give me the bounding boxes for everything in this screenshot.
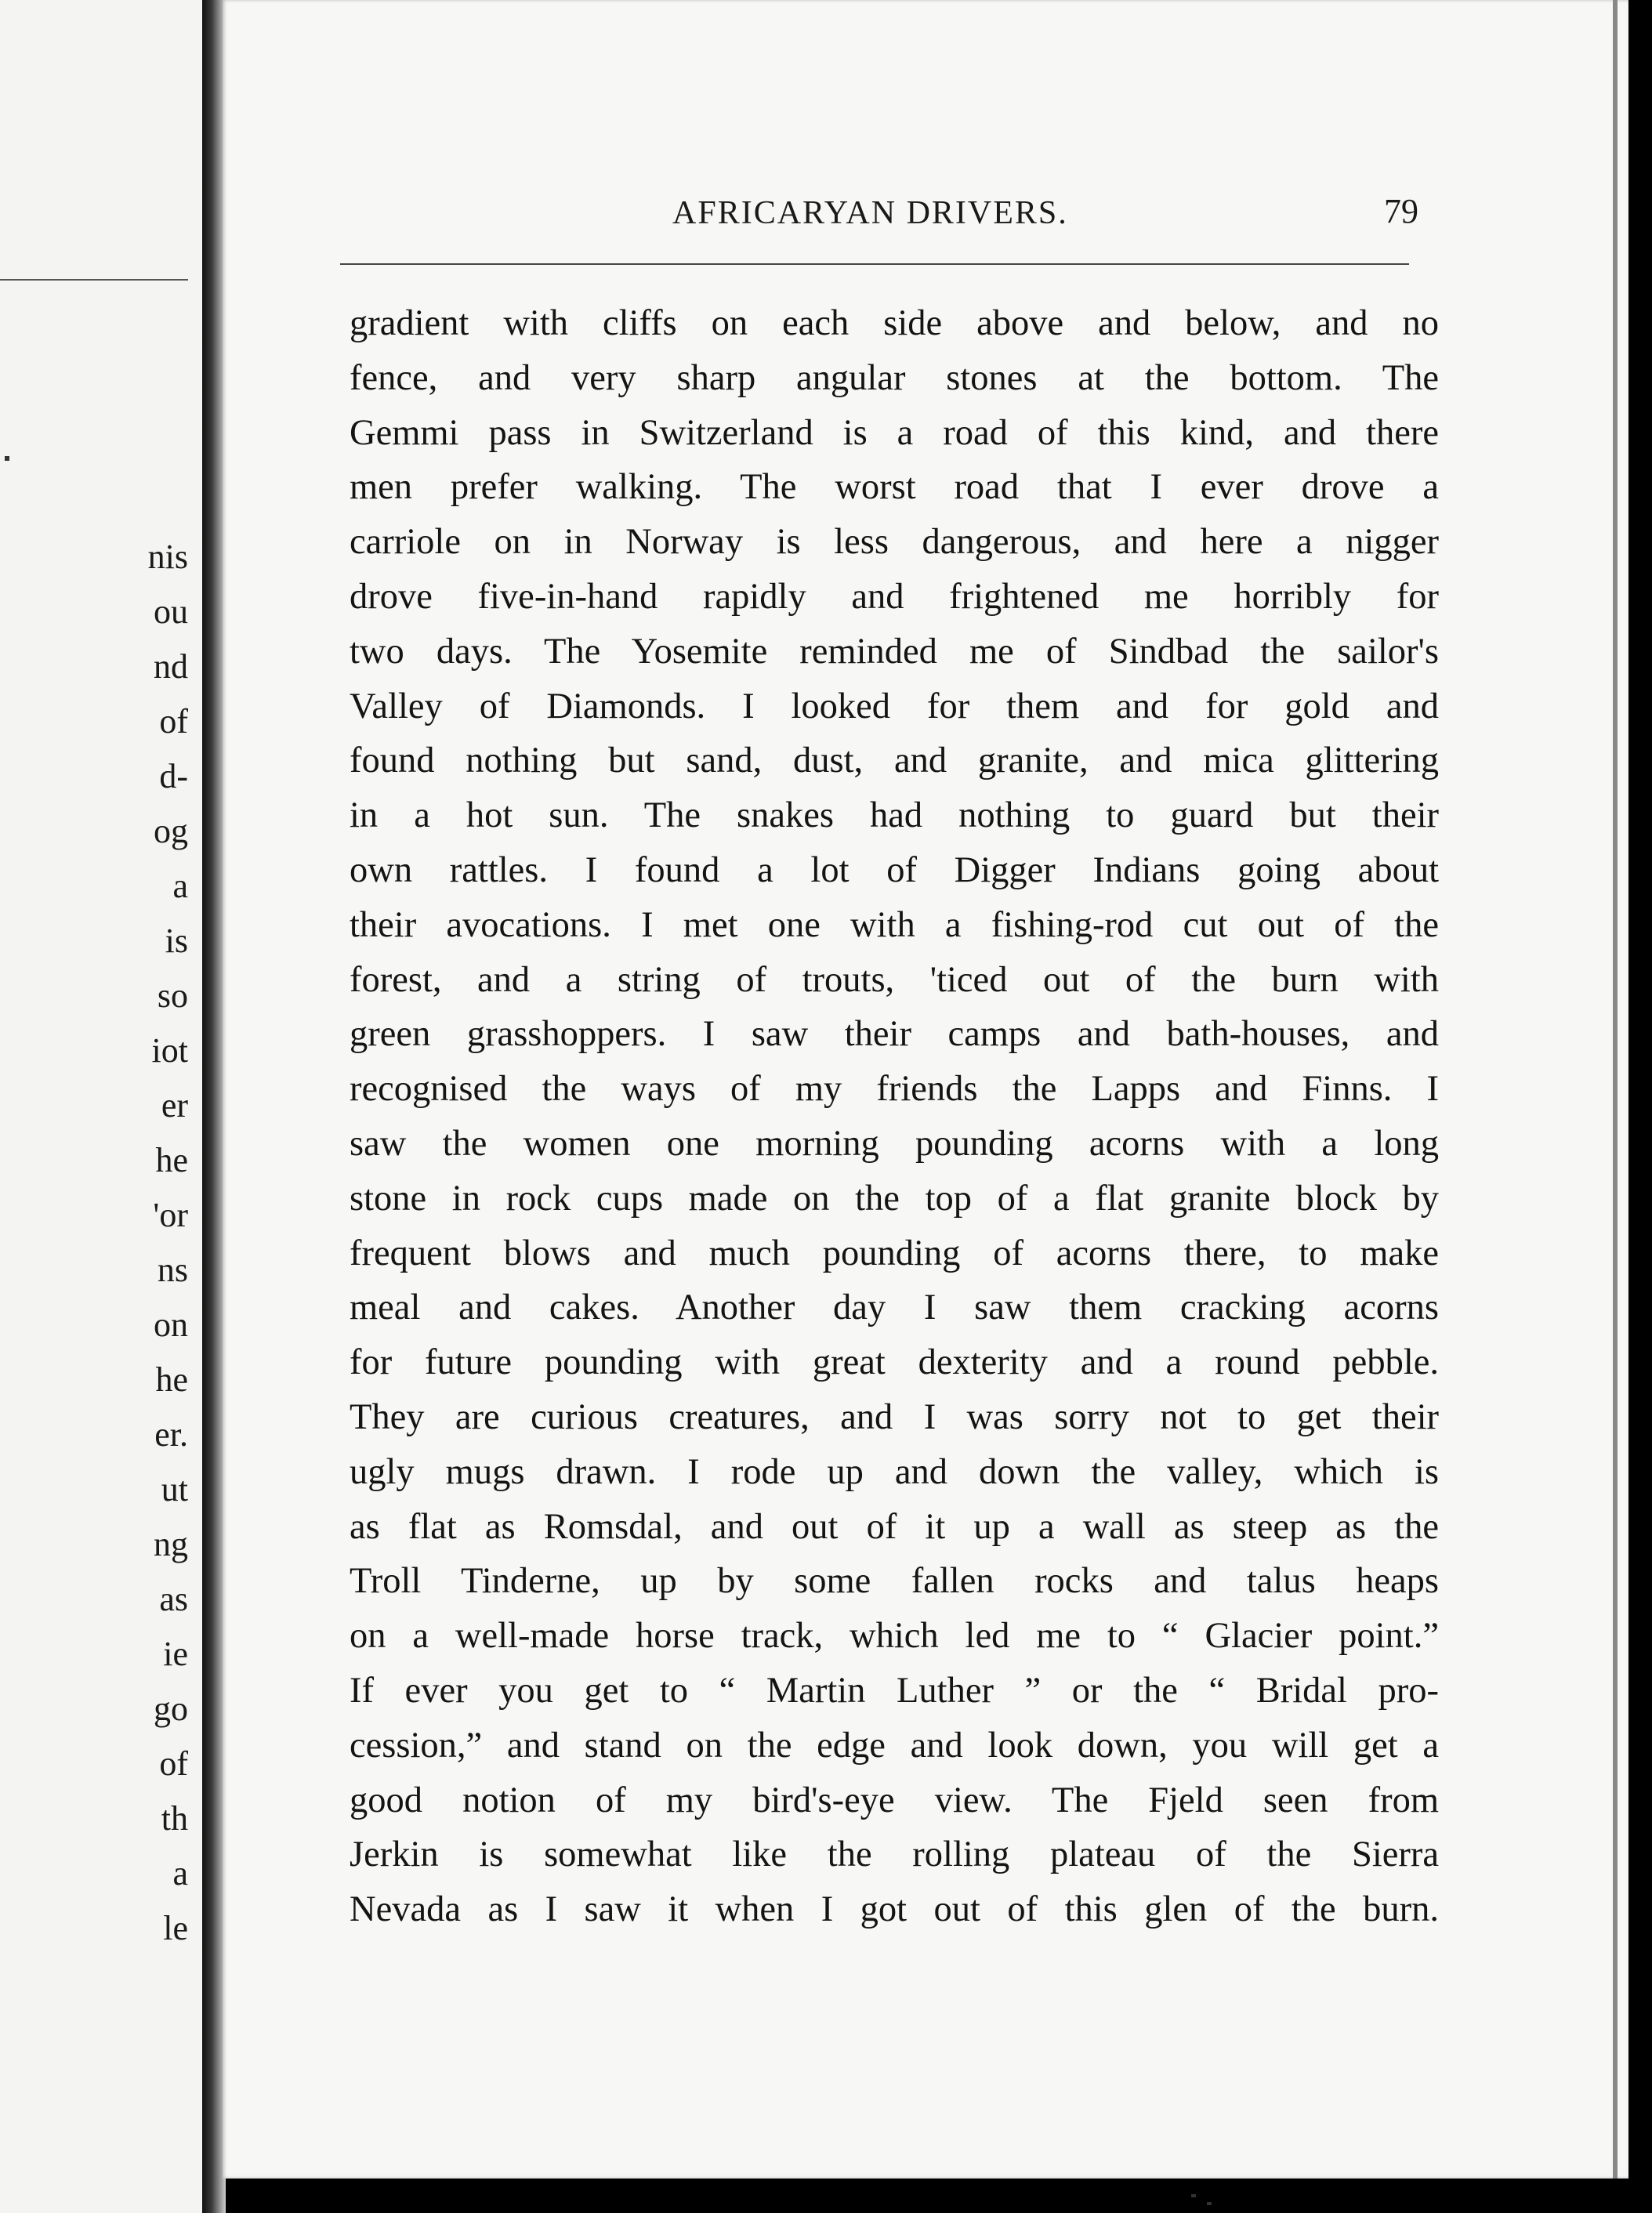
previous-page-fragment: le [163,1909,188,1947]
previous-page-fragment: er [161,1086,188,1125]
text-line: as flat as Romsdal, and out of it up a wall as steep as the [350,1506,1439,1547]
text-line: Jerkin is somewhat like the rolling plateau of the Sierra [350,1835,1439,1875]
previous-page-mark [5,456,9,461]
text-line: Valley of Diamonds. I looked for them and for gold and [350,686,1439,726]
previous-page-fragment: a [172,867,188,905]
text-line: for future pounding with great dexterity and a round pebble. [350,1342,1439,1383]
text-line: fence, and very sharp angular stones at the bottom. The [350,357,1439,398]
text-line: frequent blows and much pounding of acorns there, to make [350,1233,1439,1273]
previous-page-fragment: he [155,1141,188,1179]
text-line: on a well-made horse track, which led me to “ Glacier point.” [350,1616,1439,1657]
previous-page-fragment: so [157,976,188,1015]
text-line: found nothing but sand, dust, and granite, and mica glittering [350,741,1439,781]
previous-page-fragment: is [165,922,188,960]
text-line: recognised the ways of my friends the Lapps and Finns. I [350,1069,1439,1110]
text-line: Gemmi pass in Switzerland is a road of this kind, and there [350,412,1439,453]
previous-page-fragment: er. [154,1415,188,1454]
text-line: They are curious creatures, and I was sorry not to get their [350,1396,1439,1437]
text-line: gradient with cliffs on each side above and below, and no [350,303,1439,343]
text-line: in a hot sun. The snakes had nothing to guard but their [350,795,1439,836]
page-edge-shadow [1613,0,1618,2179]
previous-page-fragment: ou [154,592,188,631]
text-line: saw the women one morning pounding acorns with a long [350,1123,1439,1164]
previous-page-fragment: as [159,1580,188,1618]
text-line: stone in rock cups made on the top of a flat granite block by [350,1178,1439,1219]
page-number: 79 [1384,192,1418,230]
previous-page-fragment: ie [163,1635,188,1673]
text-line: meal and cakes. Another day I saw them cracking acorns [350,1288,1439,1328]
text-line: green grasshoppers. I saw their camps and bath-houses, and [350,1014,1439,1055]
body-paragraph [350,296,1439,1937]
text-line: two days. The Yosemite reminded me of Sindbad the sailor's [350,631,1439,672]
previous-page-fragment: of [159,1744,188,1783]
text-line: If ever you get to “ Martin Luther ” or the “ Bridal pro- [350,1670,1439,1711]
running-head-title: AFRICARYAN DRIVERS. [672,195,1068,231]
previous-page-fragment: on [154,1306,188,1344]
previous-page-edge [0,0,202,2213]
text-line: Troll Tinderne, up by some fallen rocks and talus heaps [350,1561,1439,1602]
previous-page-line-endings [94,530,188,1956]
text-line: own rattles. I found a lot of Digger Indians going about [350,849,1439,890]
previous-page-fragment: d- [159,757,188,795]
previous-page-fragment: th [161,1799,188,1838]
previous-page-fragment: nis [147,538,188,576]
scan-speck [1207,2202,1212,2205]
text-line: cession,” and stand on the edge and look down, you will get a [350,1725,1439,1766]
previous-page-fragment: iot [151,1031,188,1070]
text-line: good notion of my bird's-eye view. The Fjeld seen from [350,1780,1439,1820]
text-line: carriole on in Norway is less dangerous, and here a nigger [350,522,1439,563]
previous-page-fragment: ng [154,1525,188,1563]
text-line: drove five-in-hand rapidly and frightened me horribly for [350,576,1439,617]
text-line: Nevada as I saw it when I got out of this glen of the burn. [350,1889,1439,1930]
text-line: their avocations. I met one with a fishing-rod cut out of the [350,904,1439,945]
previous-page-fragment: a [172,1854,188,1892]
text-line: forest, and a string of trouts, 'ticed out of the burn with [350,959,1439,1000]
previous-page-fragment: og [154,812,188,850]
previous-page-fragment: of [159,702,188,741]
scan-speck [1191,2194,1196,2197]
header-rule [340,263,1409,265]
previous-page-fragment: he [155,1360,188,1399]
text-line: ugly mugs drawn. I rode up and down the valley, which is [350,1451,1439,1492]
book-page [223,0,1628,2179]
previous-page-fragment: 'or [153,1196,188,1234]
previous-page-fragment: go [154,1690,188,1728]
text-line: men prefer walking. The worst road that I ever drove a [350,467,1439,508]
previous-page-fragment: ut [161,1470,188,1509]
previous-page-fragment: ns [157,1251,188,1289]
previous-page-fragment: nd [154,647,188,686]
previous-page-rule [0,279,188,281]
